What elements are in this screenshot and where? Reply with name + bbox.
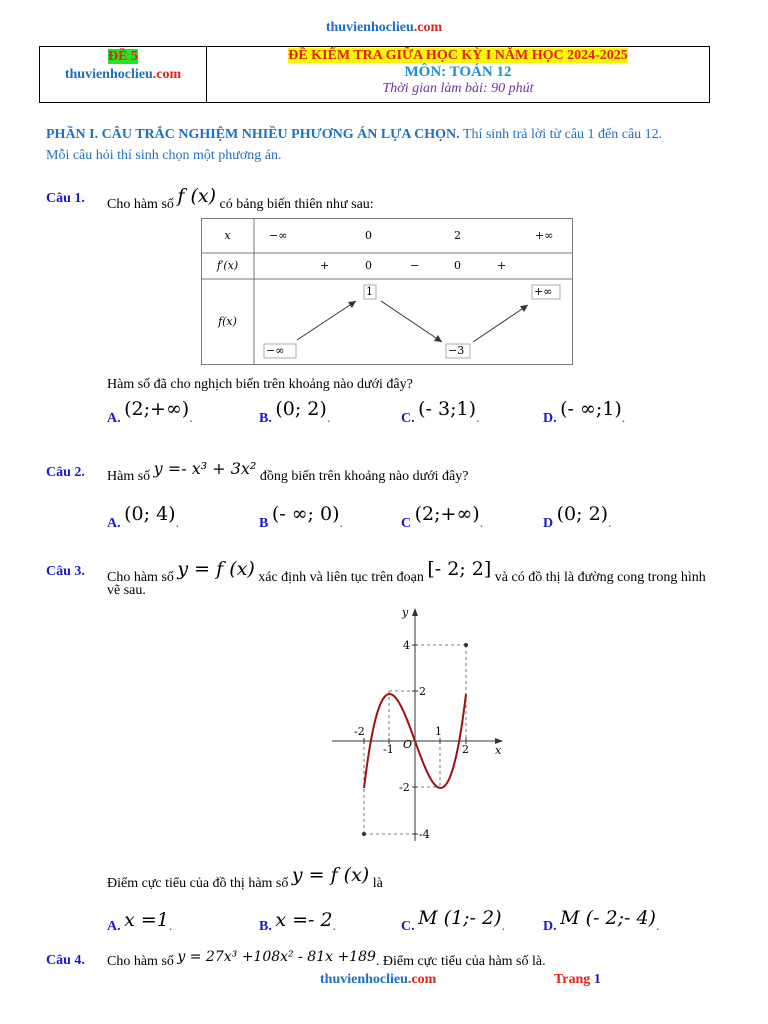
q1-option-a-letter: A. [107,411,121,426]
top-site-name [0,20,768,36]
q3-post: và có đồ thị là đường cong trong hình [494,570,706,585]
table-f-minus-inf: −∞ [266,344,285,357]
q1-option-a[interactable] [107,398,193,427]
q2-option-b-tail: . [339,516,343,531]
q1-number: Câu 1. [46,191,85,206]
page-label: Trang [554,972,591,987]
variation-table [201,218,573,365]
table-x-val-2: 2 [454,229,461,242]
q1-option-d[interactable] [543,398,626,427]
q2-option-c-letter: C [401,516,412,531]
q1-option-b-tail: . [326,411,331,426]
footer-site-b: .com [407,972,437,987]
q1-option-d-letter: D. [543,411,557,426]
q1-pre: Cho hàm số [107,197,174,212]
graph-tick-y-2: 2 [419,685,426,698]
table-fp-val-0: + [320,259,330,272]
q2-post: đồng biến trên khoảng nào dưới đây? [259,469,469,484]
site-name-part-a: thuvienhoclieu [325,20,414,35]
q3-option-c-tail: . [501,919,505,934]
exam-time: Thời gian làm bài: 90 phút [382,81,534,96]
q2-pre: Hàm số [107,469,151,484]
table-fp-val-2: − [410,259,420,272]
graph-axis-y-label: y [402,606,409,619]
site-name-part-b: .com [413,20,443,35]
table-f-min: −3 [448,344,465,357]
q3-option-b-value: x =- 2 [275,909,333,931]
page-number [554,972,601,988]
q1-stem [107,185,374,213]
q2-option-b-letter: B [259,516,269,531]
table-x-val-1: 0 [365,229,372,242]
function-graph [330,605,510,845]
q3-question-func: y = f (x) [291,864,370,886]
q2-option-c-value: (2;+∞) [414,503,480,525]
part1-intro-1: Thí sinh trả lời từ câu 1 đến câu 12. [459,127,663,142]
graph-tick-y-neg2: -2 [399,781,410,794]
q1-option-c-tail: . [476,411,480,426]
q3-question-pre: Điểm cực tiểu của đồ thị hàm số [107,876,289,891]
q2-option-d[interactable] [543,503,612,532]
table-x-val-3: +∞ [535,229,554,242]
header-left-cell [40,47,207,102]
q3-interval: [- 2; 2] [427,558,492,580]
q3-option-a-value: x =1 [124,909,169,931]
table-x-label: x [224,229,231,242]
q2-number: Câu 2. [46,465,85,480]
q3-option-b[interactable] [259,909,337,935]
q1-option-a-tail: . [189,411,193,426]
q3-option-b-letter: B. [259,919,272,934]
page-num: 1 [593,972,601,987]
q1-option-c[interactable] [401,398,480,427]
q1-option-c-value: (- 3;1) [418,398,476,420]
q3-mid: xác định và liên tục trên đoạn [258,570,424,585]
q4-func: y = 27x³ +108x² - 81x +189 [177,949,376,965]
q4-number: Câu 4. [46,953,85,968]
footer-site-name [320,972,436,988]
q2-option-d-letter: D [543,516,554,531]
table-f-plus-inf: +∞ [534,285,553,298]
q1-option-d-tail: . [621,411,626,426]
q1-func: f (x) [177,185,217,207]
graph-tick-y-neg4: -4 [419,828,430,841]
q3-option-d[interactable] [543,907,660,935]
q2-option-a-tail: . [175,516,180,531]
q2-option-c-tail: . [479,516,484,531]
q3-number: Câu 3. [46,564,85,579]
part1-title: PHẦN I. CÂU TRẮC NGHIỆM NHIỀU PHƯƠNG ÁN LỰA CHỌN. [46,127,460,142]
exam-header [39,46,710,103]
q2-option-a-letter: A. [107,516,121,531]
part1-heading [46,124,726,166]
q2-stem [107,459,469,485]
graph-tick-x-neg1: -1 [383,743,394,756]
part1-intro-2: Mỗi câu hỏi thí sinh chọn một phương án. [46,148,282,163]
q3-question-post: là [372,876,383,891]
q3-option-a[interactable] [107,909,173,935]
header-site-a: thuvienhoclieu [64,67,153,82]
q3-option-c[interactable] [401,907,505,935]
q4-post: . Điểm cực tiểu của hàm số là. [375,954,546,969]
q3-func: y = f (x) [177,558,255,580]
table-f-max: 1 [366,285,373,298]
q4-stem [107,949,546,970]
q3-option-a-letter: A. [107,919,121,934]
q2-func: y =- x³ + 3x² [153,459,257,478]
q3-option-d-tail: . [655,919,660,934]
q3-option-b-tail: . [332,919,337,934]
q2-option-d-tail: . [608,516,612,531]
q3-option-d-letter: D. [543,919,557,934]
q1-question: Hàm số đã cho nghịch biến trên khoảng nào dưới đây? [107,377,413,392]
q2-option-a-value: (0; 4) [124,503,176,525]
table-fp-val-1: 0 [365,259,372,272]
exam-subject: MÔN: TOÁN 12 [404,64,512,80]
table-fp-val-3: 0 [454,259,461,272]
q2-option-b-value: (- ∞; 0) [271,503,340,525]
graph-axis-x-label: x [495,744,502,757]
graph-tick-x-neg2: -2 [354,725,365,738]
footer-site-a: thuvienhoclieu [320,972,408,987]
q3-post-line2: vẽ sau. [107,583,146,598]
q3-question [107,864,383,892]
q1-option-c-letter: C. [401,411,415,426]
exam-title: ĐỀ KIỂM TRA GIỮA HỌC KỲ I NĂM HỌC 2024-2025 [288,48,628,63]
q1-post: có bảng biến thiên như sau: [219,197,374,212]
exam-code: ĐỀ 5 [108,49,138,64]
header-site-b: .com [152,67,182,82]
q3-option-c-letter: C. [401,919,415,934]
table-fp-val-4: + [497,259,507,272]
q3-option-c-value: M (1;- 2) [418,907,502,929]
table-f-label: f(x) [218,315,237,328]
q1-option-b-letter: B. [259,411,272,426]
q3-option-a-tail: . [168,919,173,934]
q2-option-d-value: (0; 2) [556,503,609,525]
q1-option-d-value: (- ∞;1) [560,398,622,420]
q2-option-b[interactable] [259,503,343,532]
graph-tick-y-4: 4 [403,639,410,652]
q3-option-d-value: M (- 2;- 4) [560,907,656,929]
q1-option-b-value: (0; 2) [275,398,327,420]
q1-option-a-value: (2;+∞) [124,398,190,420]
table-x-val-0: −∞ [269,229,288,242]
q3-stem [107,558,727,586]
q1-option-b[interactable] [259,398,331,427]
q2-option-c[interactable] [401,503,484,532]
graph-tick-x-2: 2 [462,743,469,756]
q3-pre: Cho hàm số [107,570,174,585]
graph-tick-x-1: 1 [435,725,442,738]
q2-option-a[interactable] [107,503,180,532]
q4-pre: Cho hàm số [107,954,174,969]
table-fp-label: f′(x) [216,259,239,272]
graph-origin-label: O [403,738,413,751]
